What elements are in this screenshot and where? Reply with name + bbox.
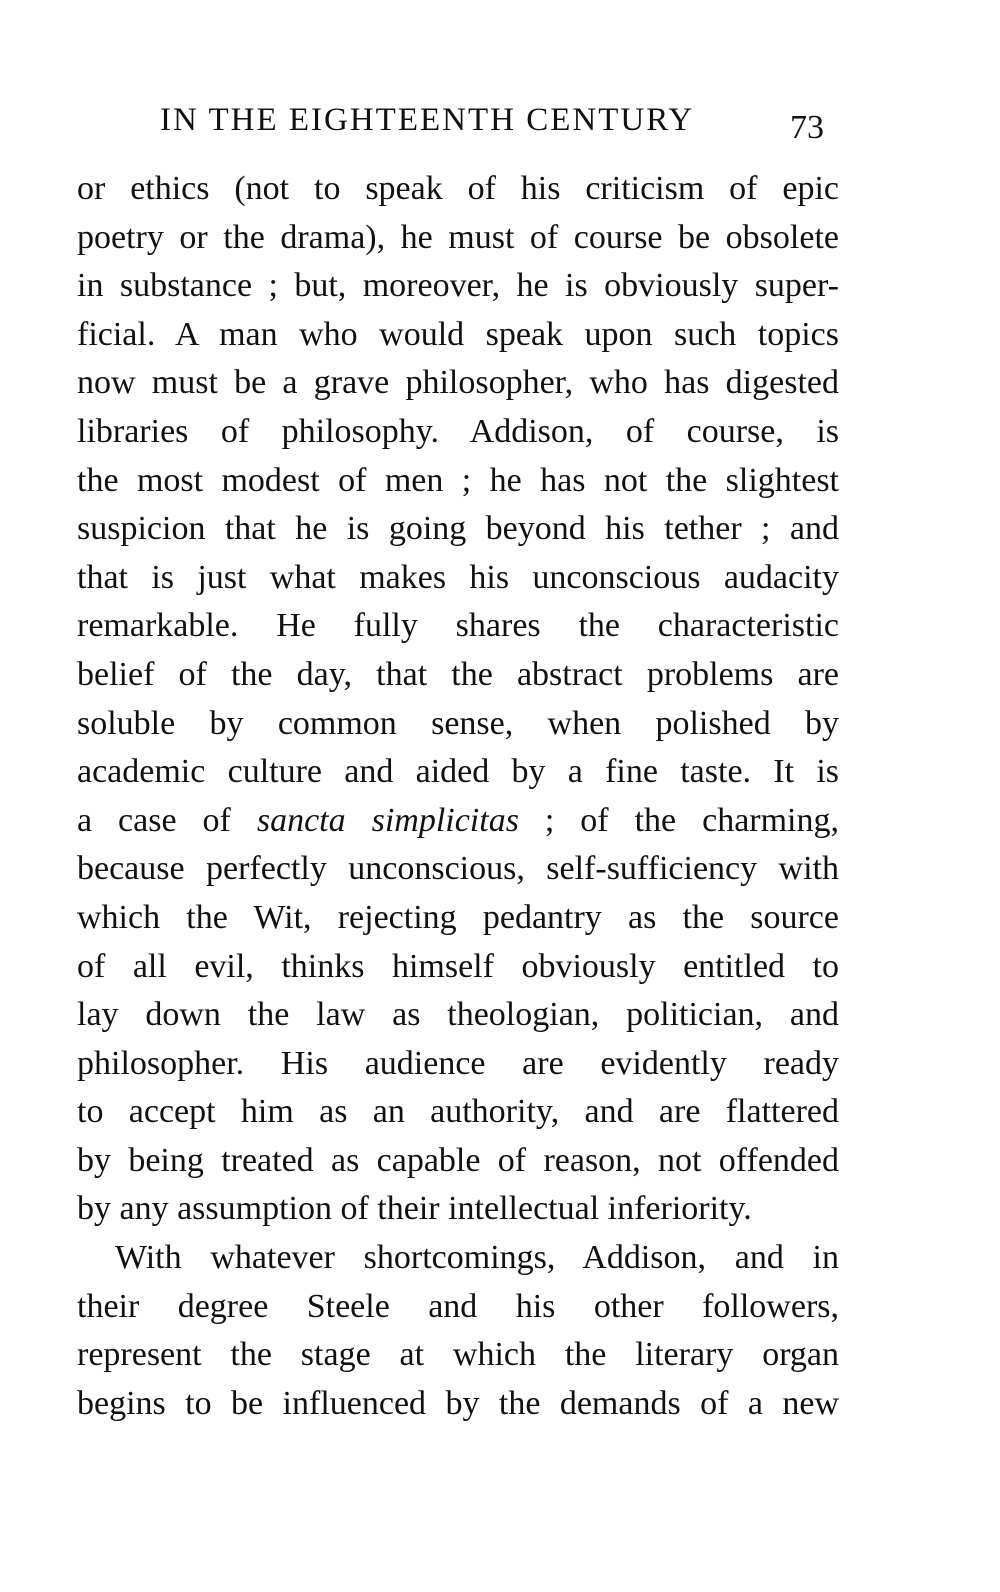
text-line: academic culture and aided by a fine taste. It is (77, 753, 839, 791)
text-line: that is just what makes his unconscious audacity (77, 558, 839, 596)
text-line: begins to be influenced by the demands of a new (77, 1384, 839, 1422)
text-line: of all evil, thinks himself obviously entitled to (77, 947, 839, 985)
text-line: poetry or the drama), he must of course be obsolete (77, 218, 839, 256)
text-line (77, 797, 839, 846)
text-line: suspicion that he is going beyond his tether ; and (77, 510, 839, 548)
text-line: With whatever shortcomings, Addison, and in (115, 1239, 839, 1277)
text-run: ; of the charming, (518, 801, 840, 839)
text-line: which the Wit, rejecting pedantry as the source (77, 898, 839, 936)
text-line: remarkable. He fully shares the characteristic (77, 607, 839, 645)
text-line: by being treated as capable of reason, not offended (77, 1141, 839, 1179)
text-line: libraries of philosophy. Addison, of course, is (77, 412, 839, 450)
text-line: their degree Steele and his other followers, (77, 1287, 839, 1325)
text-run: a case of (77, 801, 257, 839)
running-head: IN THE EIGHTEENTH CENTURY (160, 102, 695, 138)
text-line: philosopher. His audience are evidently ready (77, 1044, 839, 1082)
text-line: lay down the law as theologian, politician, and (77, 996, 839, 1034)
italic-phrase: sancta simplicitas (256, 801, 519, 839)
text-line: in substance ; but, moreover, he is obviously super- (77, 267, 839, 305)
text-line: the most modest of men ; he has not the slightest (77, 461, 839, 499)
text-line: now must be a grave philosopher, who has digested (77, 364, 839, 402)
text-line: represent the stage at which the literary organ (77, 1336, 839, 1374)
page-number: 73 (790, 109, 824, 146)
text-line: soluble by common sense, when polished by (77, 704, 839, 742)
text-line: or ethics (not to speak of his criticism of epic (77, 170, 839, 207)
text-line: by any assumption of their intellectual inferiority. (77, 1190, 752, 1228)
text-line: belief of the day, that the abstract problems are (77, 655, 839, 693)
text-line: ficial. A man who would speak upon such topics (77, 315, 839, 353)
text-line: because perfectly unconscious, self-sufficiency with (77, 850, 839, 888)
body-text (77, 165, 839, 1428)
text-line: to accept him as an authority, and are flattered (77, 1093, 839, 1131)
